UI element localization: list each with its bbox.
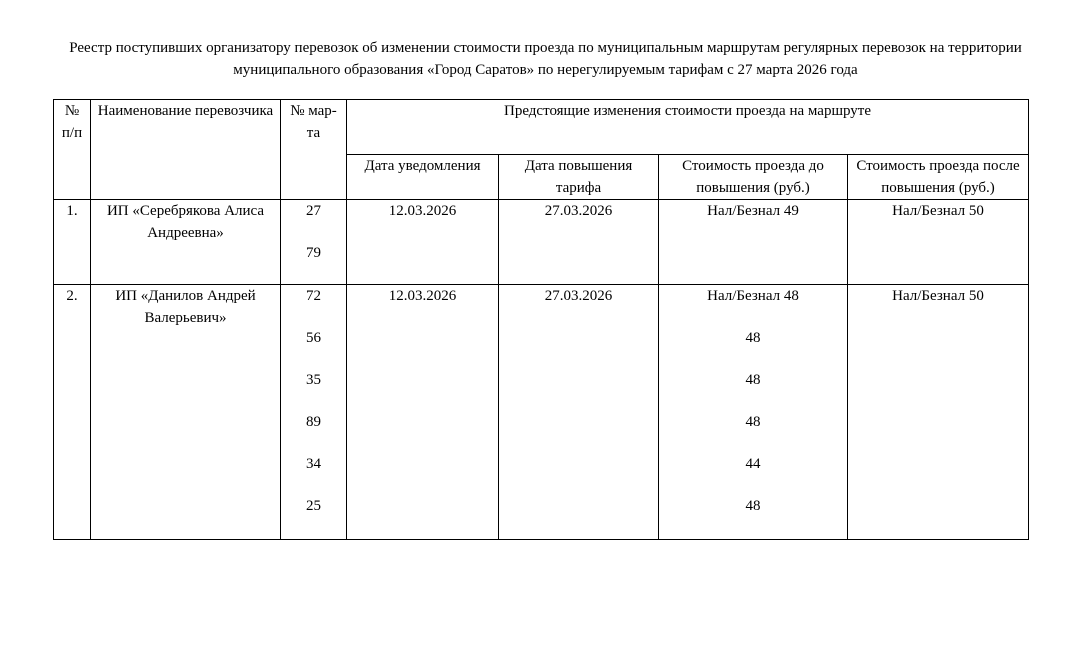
route-number: 25 xyxy=(306,498,321,514)
row-carrier: ИП «Серебрякова Алиса Андреевна» xyxy=(91,200,281,285)
route-number: 27 xyxy=(306,203,321,219)
row-routes xyxy=(281,200,347,285)
route-number: 56 xyxy=(306,330,321,346)
registry-table xyxy=(53,99,1029,540)
row-num: 1. xyxy=(54,200,91,285)
price-before-value: 48 xyxy=(745,498,761,514)
price-before-value: 48 xyxy=(745,330,761,346)
title-line-1: Реестр поступивших организатору перевозок об изменении стоимости проезда по муниципальным маршрутам регулярных перевозок на территории xyxy=(69,40,1022,56)
header-price-after: Стоимость проезда после повышения (руб.) xyxy=(848,155,1029,200)
price-before-value: Нал/Безнал 49 xyxy=(707,203,799,219)
row-price-after: Нал/Безнал 50 xyxy=(848,285,1029,540)
price-before-value: Нал/Безнал 48 xyxy=(707,288,799,304)
header-raise-date: Дата повышения тарифа xyxy=(499,155,659,200)
price-before-value: 44 xyxy=(745,456,761,472)
row-price-before xyxy=(659,285,848,540)
header-carrier: Наименование перевозчика xyxy=(91,100,281,200)
row-notice-date: 12.03.2026 xyxy=(347,285,499,540)
table-row xyxy=(54,200,1029,285)
price-before-value: 48 xyxy=(745,372,761,388)
row-num: 2. xyxy=(54,285,91,540)
header-route: № мар-та xyxy=(281,100,347,200)
table-header-row xyxy=(54,100,1029,155)
document-title xyxy=(20,37,1071,81)
title-line-2: муниципального образования «Город Саратов» по нерегулируемым тарифам с 27 марта 2026 года xyxy=(233,62,858,78)
header-num: № п/п xyxy=(54,100,91,200)
row-raise-date: 27.03.2026 xyxy=(499,285,659,540)
row-raise-date: 27.03.2026 xyxy=(499,200,659,285)
route-number: 34 xyxy=(306,456,321,472)
header-notice-date: Дата уведомления xyxy=(347,155,499,200)
row-routes xyxy=(281,285,347,540)
route-number: 72 xyxy=(306,288,321,304)
price-before-value: 48 xyxy=(745,414,761,430)
header-price-before: Стоимость проезда до повышения (руб.) xyxy=(659,155,848,200)
row-notice-date: 12.03.2026 xyxy=(347,200,499,285)
route-number: 79 xyxy=(306,245,321,261)
table-row xyxy=(54,285,1029,540)
route-number: 89 xyxy=(306,414,321,430)
row-price-after: Нал/Безнал 50 xyxy=(848,200,1029,285)
row-carrier: ИП «Данилов Андрей Валерьевич» xyxy=(91,285,281,540)
row-price-before xyxy=(659,200,848,285)
route-number: 35 xyxy=(306,372,321,388)
header-changes-group: Предстоящие изменения стоимости проезда на маршруте xyxy=(347,100,1029,155)
